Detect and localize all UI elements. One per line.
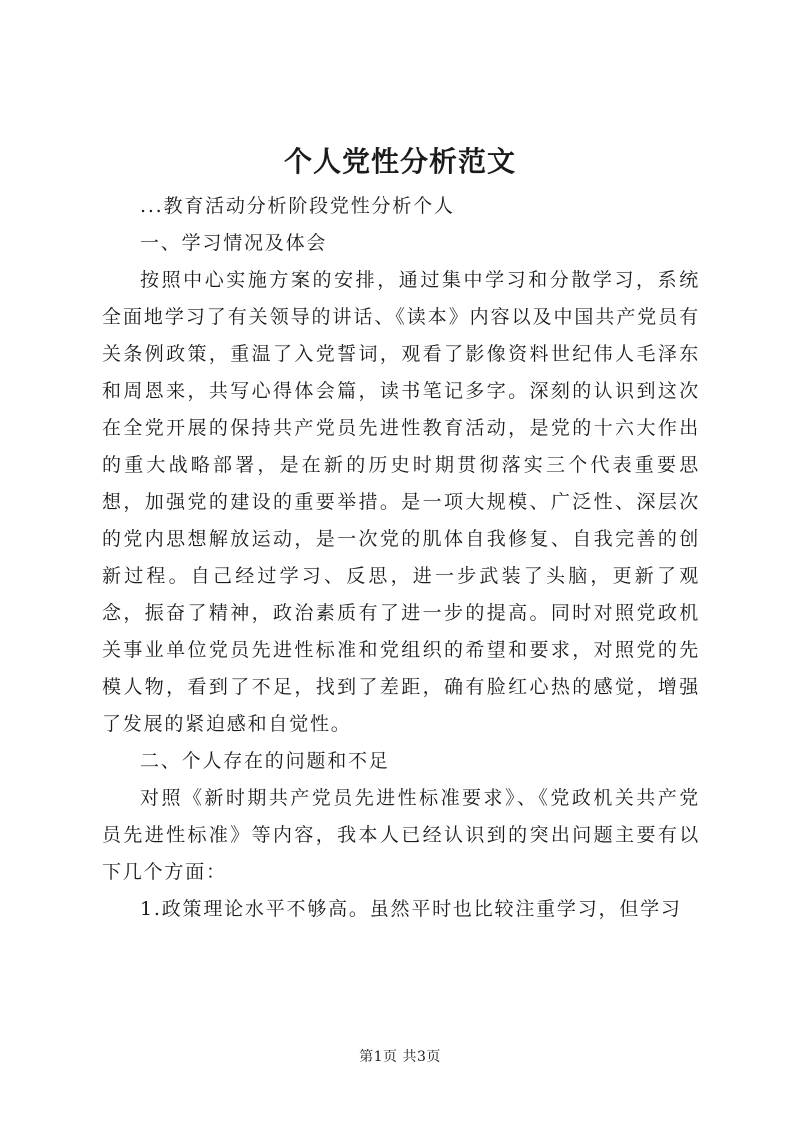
paragraph-intro: ...教育活动分析阶段党性分析个人 <box>140 195 455 217</box>
paragraph-problem-1: 1.政策理论水平不够高。虽然平时也比较注重学习，但学习 <box>140 898 682 920</box>
paragraph-study-experience: 按照中心实施方案的安排，通过集中学习和分散学习，系统全面地学习了有关领导的讲话、《读本》内容以及中国共产党员有关条例政策，重温了入党誓词，观看了影像资料世纪伟人毛泽东和周恩来，共写心得体会篇，读书笔记多字。深刻的认识到这次在全党开展的保持共产党员先进性教育活动，是党的十六大作出的重大战略部署，是在新的历史时期贯彻落实三个代表重要思想，加强党的建设的重要举措。是一项大规模、广泛性、深层次的党内思想解放运动，是一次党的肌体自我修复、自我完善的创新过程。自己经过学习、反思，进一步武装了头脑，更新了观念，振奋了精神，政治素质有了进一步的提高。同时对照党政机关事业单位党员先进性标准和党组织的希望和要求，对照党的先模人物，看到了不足，找到了差距，确有脸红心热的感觉，增强了发展的紧迫感和自觉性。 <box>102 269 700 735</box>
page-footer: 第1页 共3页 <box>359 1049 441 1065</box>
document-title: 个人党性分析范文 <box>283 145 516 178</box>
section-heading-study: 一、学习情况及体会 <box>140 232 328 254</box>
document-body <box>102 188 700 928</box>
section-heading-problems: 二、个人存在的问题和不足 <box>140 750 390 772</box>
paragraph-problems-intro: 对照《新时期共产党员先进性标准要求》、《党政机关共产党员先进性标准》等内容，我本人已经认识到的突出问题主要有以下几个方面： <box>102 787 700 883</box>
